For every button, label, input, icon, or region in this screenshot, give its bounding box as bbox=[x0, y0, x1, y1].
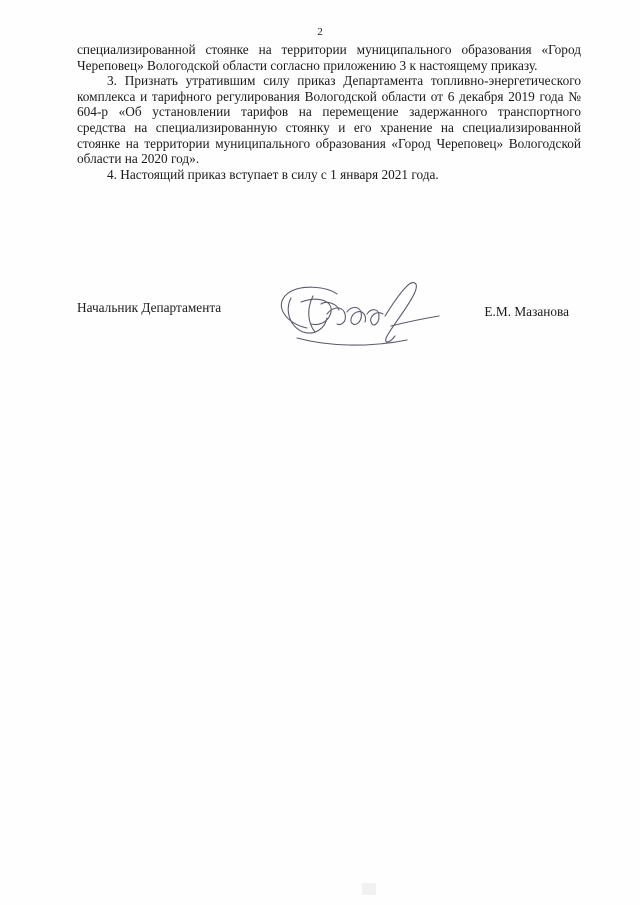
signatory-name: Е.М. Мазанова bbox=[484, 304, 569, 319]
signature-block bbox=[77, 300, 581, 360]
paragraph-item-3: 3. Признать утратившим силу приказ Департамента топливно-энергетического комплекса и тарифного регулирования Вологодской области от 6 декабря 2019 года № 604-р «Об установлении тарифов на перемещение задержанного транспортного средства на специализированную стоянку и его хранение на специализированной стоянке на территории муниципального образования «Город Череповец» Вологодской области на 2020 год». bbox=[77, 73, 581, 167]
signatory-title: Начальник Департамента bbox=[77, 300, 222, 315]
page-number: 2 bbox=[317, 26, 323, 38]
document-body bbox=[77, 42, 581, 182]
paragraph-item-4: 4. Настоящий приказ вступает в силу с 1 января 2021 года. bbox=[107, 166, 439, 182]
scan-artifact bbox=[362, 883, 376, 895]
handwritten-signature bbox=[267, 266, 447, 361]
paragraph-continuation: специализированной стоянке на территории муниципального образования «Город Череповец» Вологодской области согласно приложению 3 к настоящему приказу. bbox=[77, 42, 581, 73]
